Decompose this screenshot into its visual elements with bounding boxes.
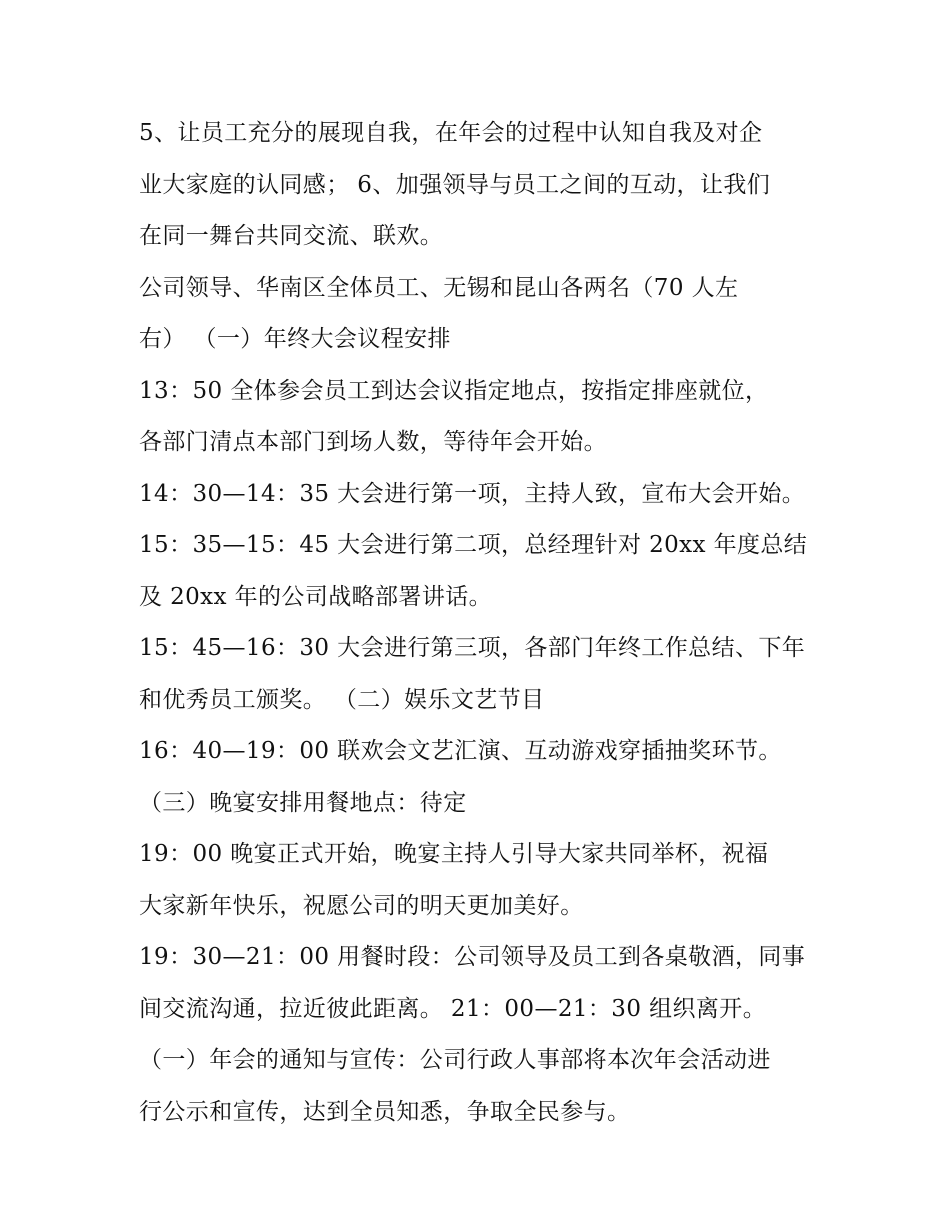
text-line-6: 13：50 全体参会员工到达会议指定地点，按指定排座就位， — [139, 377, 769, 404]
text-line-20: 行公示和宣传，达到全员知悉，争取全民参与。 — [139, 1098, 631, 1125]
text-line-11: 15：45—16：30 大会进行第三项，各部门年终工作总结、下年 — [139, 635, 806, 661]
text-line-13: 16：40—19：00 联欢会文艺汇演、互动游戏穿插抽奖环节。 — [139, 738, 782, 764]
text-line-8: 14：30—14：35 大会进行第一项，主持人致，宣布大会开始。 — [139, 480, 806, 507]
text-line-19: （一）年会的通知与宣传：公司行政人事部将本次年会活动进 — [139, 1047, 771, 1073]
text-line-2: 业大家庭的认同感； 6、加强领导与员工之间的互动，让我们 — [139, 171, 771, 198]
text-line-17: 19：30—21：00 用餐时段：公司领导及员工到各桌敬酒，同事 — [139, 944, 806, 970]
text-line-12: 和优秀员工颁奖。 （二）娱乐文艺节目 — [139, 686, 545, 713]
text-line-4: 公司领导、华南区全体员工、无锡和昆山各两名（70 人左 — [139, 274, 739, 301]
text-line-3: 在同一舞台共同交流、联欢。 — [139, 223, 444, 249]
text-line-15: 19：00 晚宴正式开始，晚宴主持人引导大家共同举杯，祝福 — [139, 841, 769, 867]
text-line-14: （三）晚宴安排用餐地点：待定 — [139, 789, 467, 816]
text-line-7: 各部门清点本部门到场人数，等待年会开始。 — [139, 429, 607, 455]
text-line-5: 右） （一）年终大会议程安排 — [139, 326, 451, 352]
text-line-9: 15：35—15：45 大会进行第二项，总经理针对 20xx 年度总结 — [139, 532, 808, 558]
text-line-18: 间交流沟通，拉近彼此距离。 21：00—21：30 组织离开。 — [139, 995, 767, 1022]
text-line-16: 大家新年快乐，祝愿公司的明天更加美好。 — [139, 892, 584, 919]
document-body — [139, 108, 829, 1138]
text-line-10: 及 20xx 年的公司战略部署讲话。 — [139, 583, 493, 610]
text-line-1: 5、让员工充分的展现自我，在年会的过程中认知自我及对企 — [139, 120, 763, 146]
